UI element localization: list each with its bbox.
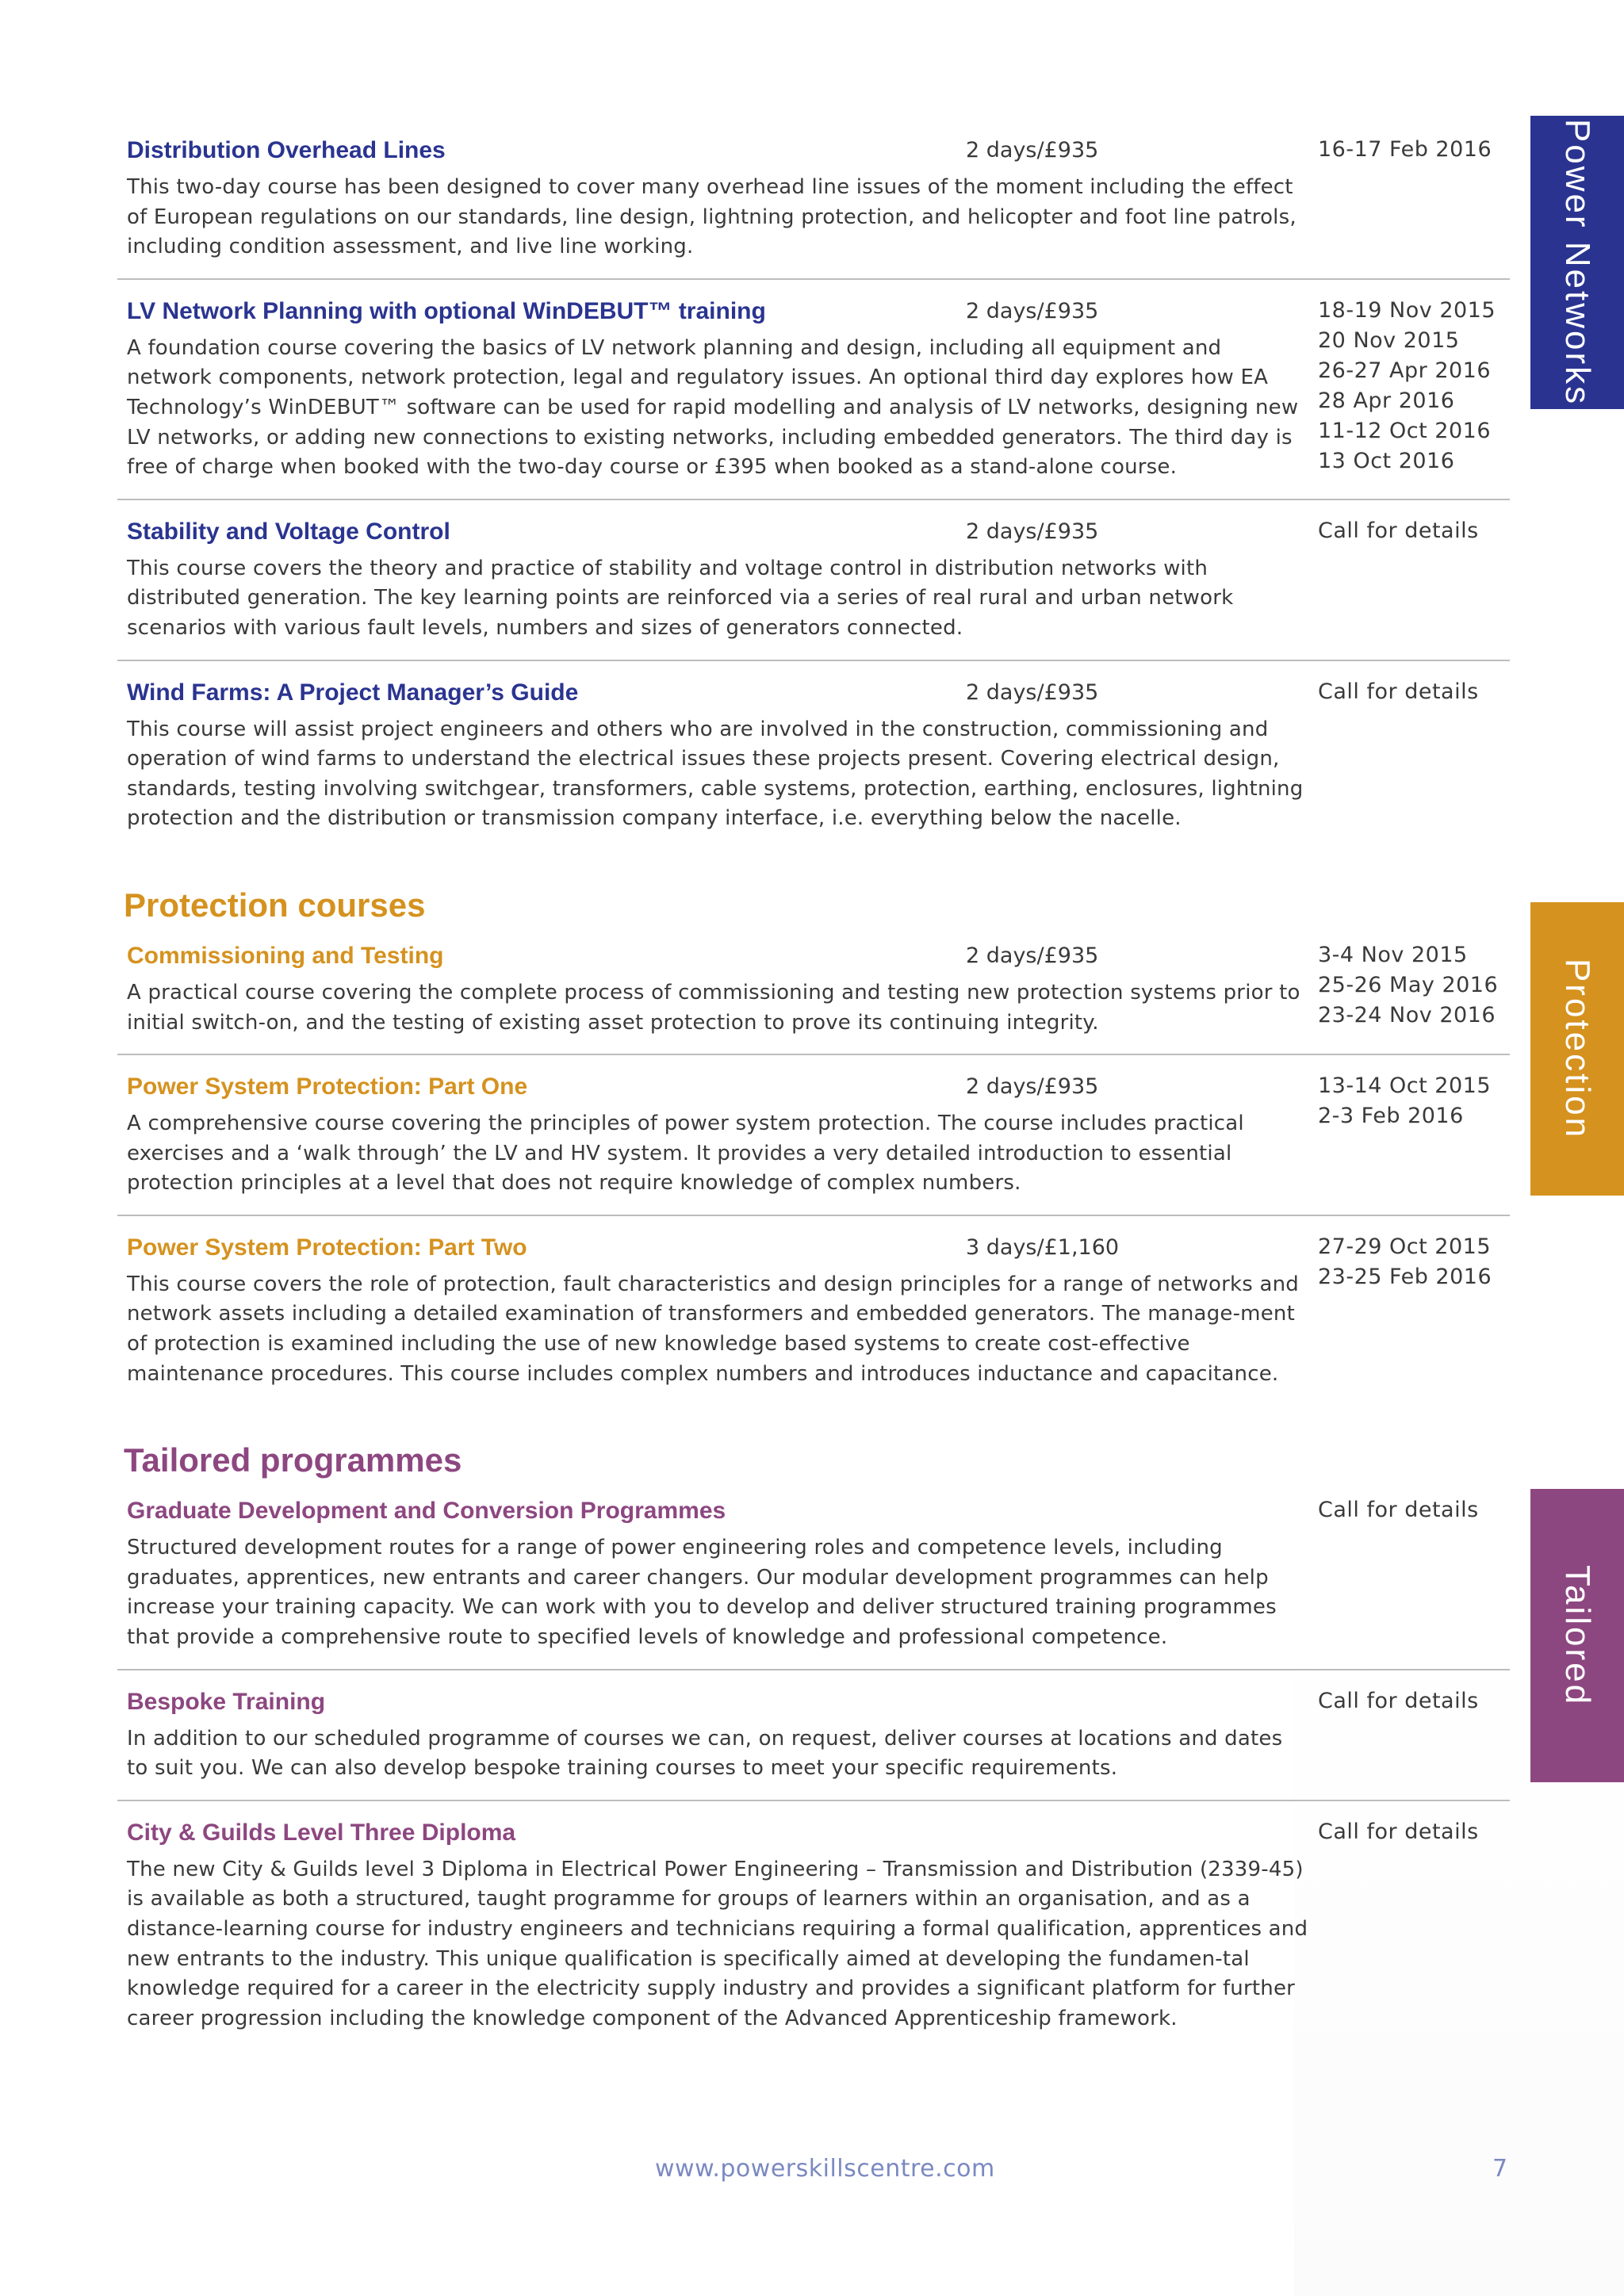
course-title: Wind Farms: A Project Manager’s Guide [127, 679, 579, 706]
course-description: A comprehensive course covering the principles of power system protection. The course includes practical exercises and a ‘walk through’ the LV and HV system. It provides a very detailed introduction to essential protection principles at a level that does not require knowledge of complex numbers. [127, 1112, 1244, 1196]
course-entry [117, 280, 1510, 500]
course-listing [117, 119, 1510, 2049]
course-duration: 3 days/£1,160 [966, 1234, 1120, 1260]
course-title: LV Network Planning with optional WinDEBUT™ training [127, 297, 766, 324]
course-entry [117, 1801, 1510, 2050]
course-title: Bespoke Training [127, 1688, 326, 1715]
course-dates: Call for details [1318, 1819, 1479, 1844]
tab-protection[interactable] [1530, 902, 1624, 1196]
course-description: Structured development routes for a range of power engineering roles and competence levels, including graduates, apprentices, new entrants and career changers. Our modular development programmes can help increase your training capacity. We can work with you to develop and deliver structured training programmes that provide a comprehensive route to specified levels of knowledge and professional competence. [127, 1536, 1277, 1650]
course-description: A practical course covering the complete process of commissioning and testing new protection systems prior to initial switch-on, and the testing of existing asset protection to prove its continuing integrity. [127, 980, 1300, 1035]
course-description: This course covers the role of protection, fault characteristics and design principles for a range of networks and network assets including a detailed examination of transformers and embedded generators. The manage-ment of protection is examined including the use of new knowledge based systems to create cost-effective maintenance procedures. This course includes complex numbers and introduces inductance and capacitance. [127, 1272, 1299, 1386]
course-entry [117, 119, 1510, 280]
tab-label: Protection [1558, 958, 1598, 1140]
course-description: In addition to our scheduled programme of courses we can, on request, deliver courses at locations and dates to suit you. We can also develop bespoke training courses to meet your specific requirements. [127, 1726, 1283, 1781]
course-title: City & Guilds Level Three Diploma [127, 1819, 516, 1846]
course-description: The new City & Guilds level 3 Diploma in Electrical Power Engineering – Transmission and Distribution (2339-45) is available as both a structured, taught programme for groups of learners within an organisation, and as a distance-learning course for industry engineers and technicians requiring a formal qualification, apprentices and new entrants to the industry. This unique qualification is specifically aimed at developing the fundamen-tal knowledge required for a career in the electricity supply industry and provides a significant platform for further career progression including the knowledge component of the Advanced Apprenticeship framework. [127, 1857, 1308, 2030]
course-entry [117, 500, 1510, 661]
section-power-networks [117, 119, 1510, 850]
course-dates: 13-14 Oct 2015 2-3 Feb 2016 [1318, 1073, 1492, 1129]
section-tailored [117, 1441, 1510, 2049]
tab-label: Power Networks [1558, 118, 1597, 407]
course-duration: 2 days/£935 [966, 1074, 1099, 1100]
course-dates: Call for details [1318, 518, 1479, 543]
course-description: This course will assist project engineers and others who are involved in the construction, commissioning and operation of wind farms to understand the electrical issues these projects present. Covering electrical design, standards, testing involving switchgear, transformers, cable systems, protection, earthing, enclosures, lightning protection and the distribution or transmission company interface, i.e. everything below the nacelle. [127, 717, 1304, 831]
course-title: Stability and Voltage Control [127, 518, 450, 545]
section-protection [117, 886, 1510, 1405]
course-entry [117, 1216, 1510, 1405]
course-duration: 2 days/£935 [966, 138, 1099, 163]
footer-website-link[interactable]: www.powerskillscentre.com [655, 2155, 995, 2183]
course-entry [117, 661, 1510, 850]
course-entry [117, 1479, 1510, 1670]
section-heading: Protection courses [124, 886, 426, 924]
course-dates: 27-29 Oct 2015 23-25 Feb 2016 [1318, 1234, 1492, 1289]
course-entry [117, 1670, 1510, 1801]
course-dates: 16-17 Feb 2016 [1318, 137, 1492, 162]
course-title: Power System Protection: Part Two [127, 1234, 527, 1261]
tab-power-networks[interactable] [1530, 116, 1624, 409]
course-duration: 2 days/£935 [966, 679, 1099, 705]
page-number: 7 [1492, 2155, 1508, 2183]
course-title: Distribution Overhead Lines [127, 137, 446, 163]
course-duration: 2 days/£935 [966, 943, 1099, 968]
course-description: This course covers the theory and practice of stability and voltage control in distribution networks with distributed generation. The key learning points are reinforced via a series of real rural and urban network scenarios with various fault levels, numbers and sizes of generators connected. [127, 556, 1234, 640]
course-dates: Call for details [1318, 1688, 1479, 1713]
course-duration: 2 days/£935 [966, 519, 1099, 544]
tab-label: Tailored [1558, 1564, 1597, 1707]
course-title: Commissioning and Testing [127, 942, 444, 969]
course-description: A foundation course covering the basics of LV network planning and design, including all equipment and network components, network protection, legal and regulatory issues. An optional third day explores how EA Technology’s WinDEBUT™ software can be used for rapid modelling and analysis of LV networks, designing new LV networks, or adding new connections to existing networks, including embedded generators. The third day is free of charge when booked with the two-day course or £395 when booked as a stand-alone course. [127, 335, 1299, 480]
course-title: Power System Protection: Part One [127, 1073, 528, 1100]
course-dates: Call for details [1318, 679, 1479, 704]
tab-tailored[interactable] [1530, 1489, 1624, 1782]
course-dates: Call for details [1318, 1498, 1479, 1523]
course-duration: 2 days/£935 [966, 298, 1099, 323]
course-entry [117, 1055, 1510, 1216]
course-dates: 18-19 Nov 2015 20 Nov 2015 26-27 Apr 2016 28 Apr 2016 11-12 Oct 2016 13 Oct 2016 [1318, 297, 1496, 473]
course-entry [117, 924, 1510, 1055]
course-description: This two-day course has been designed to cover many overhead line issues of the moment including the effect of European regulations on our standards, line design, lightning protection, and helicopter and foot line patrols, including condition assessment, and live line working. [127, 175, 1297, 259]
course-dates: 3-4 Nov 2015 25-26 May 2016 23-24 Nov 2016 [1318, 942, 1499, 1027]
section-heading: Tailored programmes [124, 1441, 462, 1479]
course-title: Graduate Development and Conversion Programmes [127, 1498, 726, 1525]
